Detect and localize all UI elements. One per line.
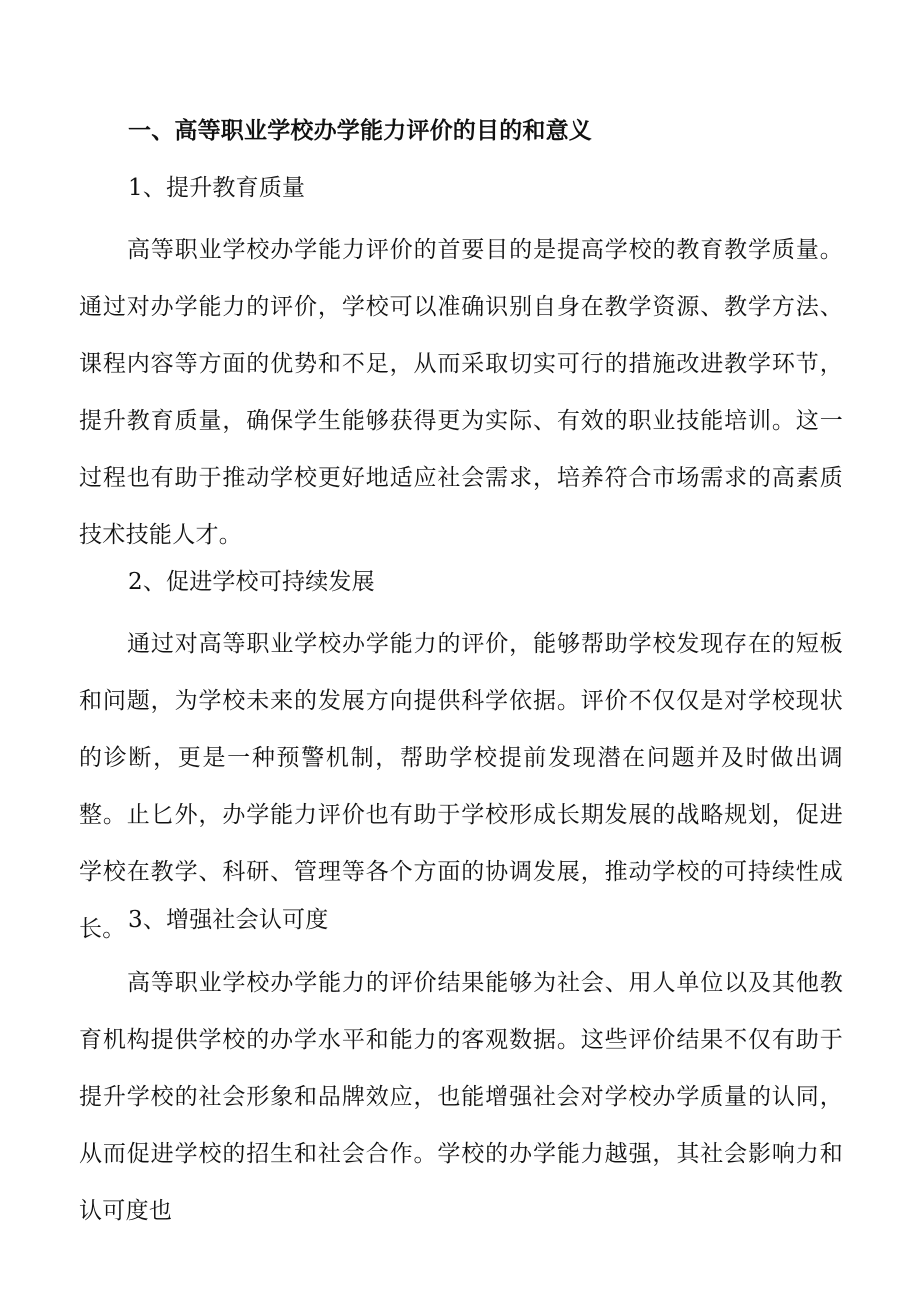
section-heading-2: 2、促进学校可持续发展 bbox=[128, 569, 375, 595]
section-paragraph-2: 通过对高等职业学校办学能力的评价，能够帮助学校发现存在的短板和问题，为学校未来的发展方向提供科学依据。评价不仅仅是对学校现状的诊断，更是一种预警机制，帮助学校提前发现潜在问题并及时做出调整。止匕外，办学能力评价也有助于学校形成长期发展的战略规划，促进学校在教学、科研、管理等各个方面的协调发展，推动学校的可持续性成长。 bbox=[79, 631, 843, 942]
section-paragraph-3: 高等职业学校办学能力的评价结果能够为社会、用人单位以及其他教育机构提供学校的办学水平和能力的客观数据。这些评价结果不仅有助于提升学校的社会形象和品牌效应，也能增强社会对学校办学质量的认同，从而促进学校的招生和社会合作。学校的办学能力越强，其社会影响力和认可度也 bbox=[79, 970, 843, 1224]
section-heading-1: 1、提升教育质量 bbox=[128, 175, 306, 201]
section-heading-3: 3、增强社会认可度 bbox=[128, 907, 329, 933]
document-title: 一、高等职业学校办学能力评价的目的和意义 bbox=[128, 117, 592, 144]
section-paragraph-1: 高等职业学校办学能力评价的首要目的是提高学校的教育教学质量。通过对办学能力的评价，学校可以准确识别自身在教学资源、教学方法、课程内容等方面的优势和不足，从而采取切实可行的措施改进教学环节，提升教育质量，确保学生能够获得更为实际、有效的职业技能培训。这一过程也有助于推动学校更好地适应社会需求，培养符合市场需求的高素质技术技能人才。 bbox=[79, 237, 843, 548]
